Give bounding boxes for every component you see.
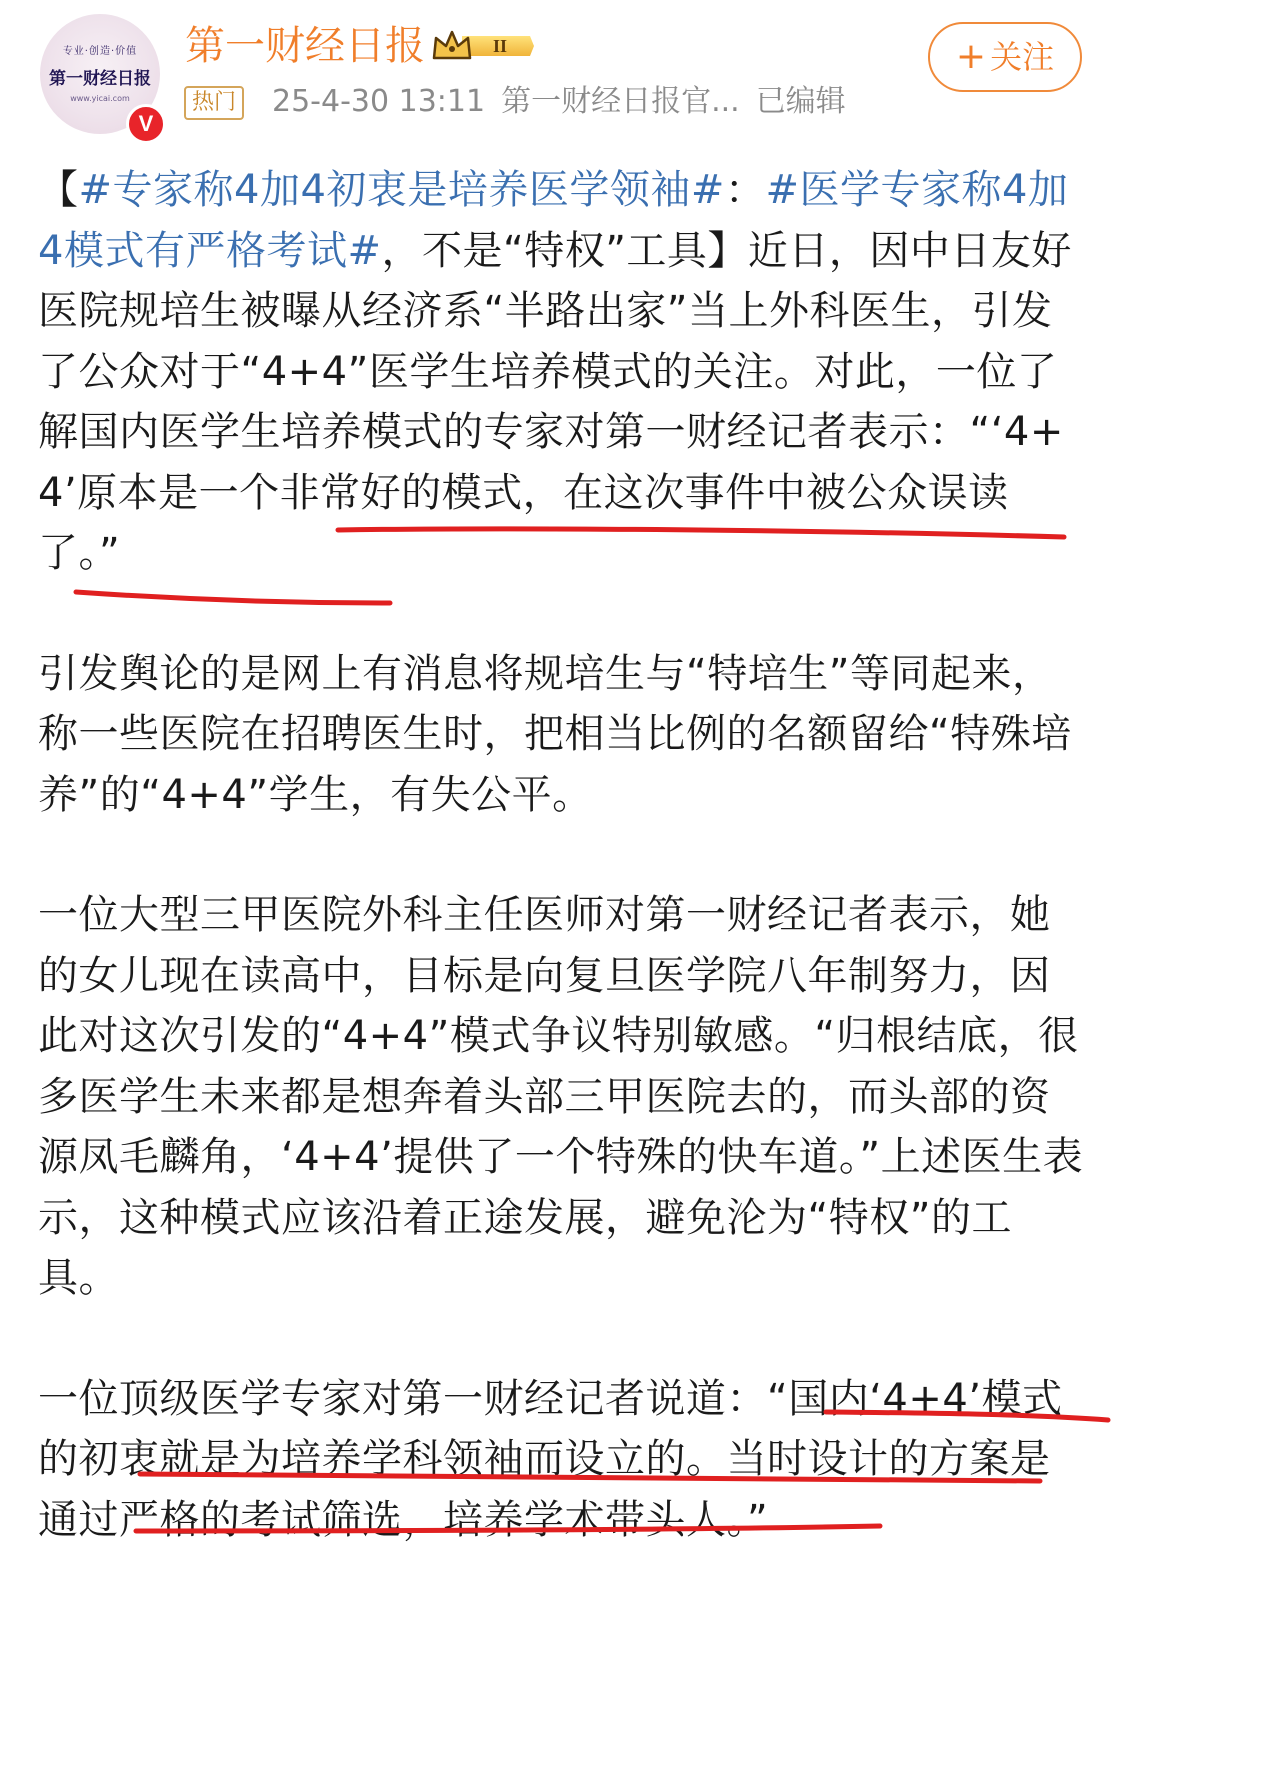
avatar-logo-text: 第一财经日报	[49, 69, 151, 89]
vip-crown-badge-icon[interactable]	[432, 26, 534, 66]
topic-link-1[interactable]: #专家称4加4初衷是培养医学领袖#	[78, 167, 725, 213]
paragraph-1	[38, 160, 1088, 584]
post-source[interactable]: 第一财经日报官...	[501, 84, 740, 119]
follow-button[interactable]	[928, 22, 1082, 92]
avatar-url: www.yicai.com	[70, 94, 130, 103]
headline-bracket: 【	[38, 167, 79, 213]
verified-v-icon: V	[126, 104, 166, 144]
post-body	[38, 160, 1088, 1550]
follow-label: 关注	[990, 38, 1055, 76]
vip-level-text: II	[492, 36, 508, 56]
paragraph-3: 一位大型三甲医院外科主任医师对第一财经记者表示，她的女儿现在读高中，目标是向复旦医学院八年制努力，因此对这次引发的“4+4”模式争议特别敏感。“归根结底，很多医学生未来都是想奔着头部三甲医院去的，而头部的资源凤毛麟角，‘4+4’提供了一个特殊的快车道。”上述医生表示，这种模式应该沿着正途发展，避免沦为“特权”的工具。	[38, 892, 1084, 1301]
post-header	[0, 0, 1280, 160]
edited-label[interactable]: 已编辑	[755, 84, 846, 119]
headline-rest: ，不是“特权”工具】	[381, 227, 748, 274]
account-name[interactable]: 第一财经日报	[185, 23, 425, 69]
post-timestamp: 25-4-30 13:11	[272, 84, 486, 119]
plus-icon: +	[955, 36, 987, 77]
paragraph-1-text: 近日，因中日友好医院规培生被曝从经济系“半路出家”当上外科医生，引发了公众对于“4+4”医学生培养模式的关注。对此，一位了解国内医学生培养模式的专家对第一财经记者表示：“‘4+4’原本是一个非常好的模式，在这次事件中被公众误读了。”	[38, 227, 1072, 576]
hot-badge: 热门	[184, 86, 244, 120]
paragraph-2: 引发舆论的是网上有消息将规培生与“特培生”等同起来，称一些医院在招聘医生时，把相当比例的名额留给“特殊培养”的“4+4”学生，有失公平。	[38, 650, 1072, 818]
paragraph-4: 一位顶级医学专家对第一财经记者说道：“国内‘4+4’模式的初衷就是为培养学科领袖而设立的。当时设计的方案是通过严格的考试筛选，培养学术带头人。”	[38, 1375, 1063, 1543]
post-meta	[272, 82, 862, 122]
avatar-tagline: 专业·创造·价值	[62, 46, 138, 57]
topic-link-2[interactable]: #医学专家称4加4模式有严格考试#	[38, 167, 1069, 274]
headline-colon: ：	[724, 167, 766, 213]
